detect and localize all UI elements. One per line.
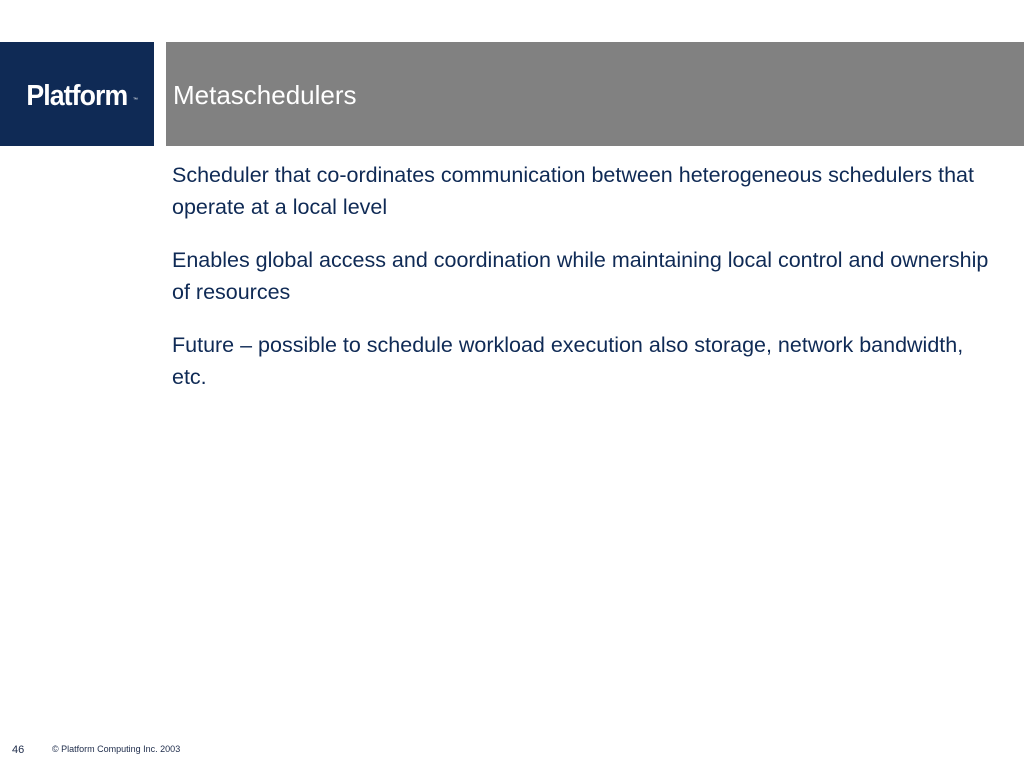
platform-logo — [0, 42, 154, 146]
title-bar — [166, 42, 1024, 146]
logo-trademark: ™ — [132, 97, 138, 103]
bullet-text-3: Future – possible to schedule workload execution also storage, network bandwidth, etc. — [172, 333, 964, 389]
bullet-text-1: Scheduler that co-ordinates communication between heterogeneous schedulers that operate at a local level — [172, 163, 974, 219]
slide-body — [172, 159, 1002, 414]
page-number: 46 — [12, 744, 25, 756]
logo-text: Platform — [26, 79, 128, 112]
bullet-text-2: Enables global access and coordination while maintaining local control and ownership of resources — [172, 248, 989, 304]
slide-title: Metaschedulers — [173, 80, 357, 110]
copyright-notice: © Platform Computing Inc. 2003 — [52, 744, 181, 754]
